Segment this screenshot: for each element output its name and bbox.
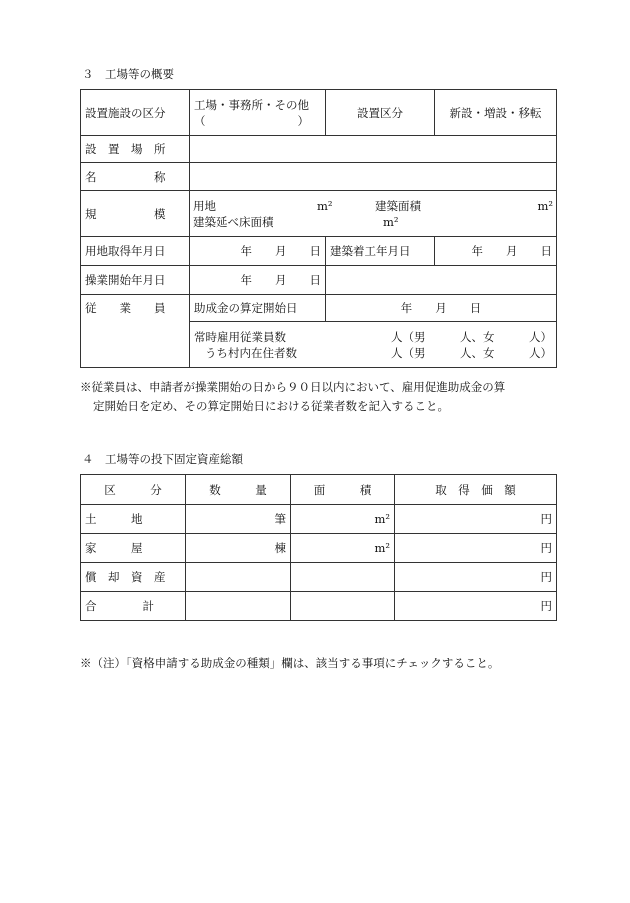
header-category: 区 分 [81, 475, 186, 505]
land-acquisition-label: 用地取得年月日 [81, 237, 190, 266]
total-area[interactable] [291, 592, 395, 621]
total-price[interactable]: 円 [395, 592, 557, 621]
total-quantity[interactable] [186, 592, 291, 621]
construction-start-label: 建築着工年月日 [326, 237, 435, 266]
depreciable-price[interactable]: 円 [395, 563, 557, 592]
table-row [81, 534, 557, 563]
resident-employees-counts: 人（男 人、女 人） [391, 345, 552, 360]
fixed-assets-table [80, 474, 557, 621]
land-quantity[interactable]: 筆 [186, 505, 291, 534]
employee-counts[interactable] [190, 322, 557, 368]
building-area[interactable]: m² [291, 534, 395, 563]
scale-field[interactable] [190, 191, 557, 237]
table-row [81, 592, 557, 621]
row-label-depreciable: 償 却 資 産 [81, 563, 186, 592]
row-label-total: 合 計 [81, 592, 186, 621]
fulltime-employees-label: 常時雇用従業員数 [194, 329, 286, 344]
depreciable-quantity[interactable] [186, 563, 291, 592]
floor-area-unit: m² [383, 214, 399, 229]
operation-start-label: 操業開始年月日 [81, 266, 190, 295]
operation-start-date[interactable]: 年 月 日 [190, 266, 326, 295]
section3-heading: ３ 工場等の概要 [82, 67, 174, 81]
facility-type-options[interactable]: 工場・事務所・その他 （ ） [190, 90, 326, 136]
table-row [81, 563, 557, 592]
land-acquisition-date[interactable]: 年 月 日 [190, 237, 326, 266]
land-area-label: 用地 [193, 198, 216, 213]
employee-note: ※従業員は、申請者が操業開始の日から９０日以内において、雇用促進助成金の算 定開始日を定め、その算定開始日における従業者数を記入すること。 [80, 380, 506, 413]
header-area: 面 積 [291, 475, 395, 505]
employees-label: 従 業 員 [81, 295, 190, 368]
header-quantity: 数 量 [186, 475, 291, 505]
building-area-unit: m² [537, 198, 553, 213]
scale-label: 規 模 [81, 191, 190, 237]
resident-employees-label: うち村内在住者数 [205, 345, 297, 360]
section4-heading: ４ 工場等の投下固定資産総額 [82, 452, 243, 466]
building-area-label: 建築面積 [375, 198, 421, 213]
installation-category-options[interactable]: 新設・増設・移転 [435, 90, 557, 136]
land-price[interactable]: 円 [395, 505, 557, 534]
name-label: 名 称 [81, 163, 190, 191]
name-field[interactable] [190, 163, 557, 191]
subsidy-start-label: 助成金の算定開始日 [190, 295, 326, 322]
row-label-building: 家 屋 [81, 534, 186, 563]
operation-start-blank [326, 266, 557, 295]
land-area-unit: m² [317, 198, 333, 213]
depreciable-area[interactable] [291, 563, 395, 592]
header-acquisition-price: 取 得 価 額 [395, 475, 557, 505]
subsidy-start-date[interactable]: 年 月 日 [326, 295, 557, 322]
facility-type-label: 設置施設の区分 [81, 90, 190, 136]
row-label-land: 土 地 [81, 505, 186, 534]
building-quantity[interactable]: 棟 [186, 534, 291, 563]
footer-note: ※（注）「資格申請する助成金の種類」欄は、該当する事項にチェックすること。 [80, 656, 500, 670]
fulltime-employees-counts: 人（男 人、女 人） [391, 329, 552, 344]
floor-area-label: 建築延べ床面積 [193, 214, 274, 229]
building-price[interactable]: 円 [395, 534, 557, 563]
location-field[interactable] [190, 136, 557, 163]
table-row [81, 505, 557, 534]
location-label: 設 置 場 所 [81, 136, 190, 163]
facility-overview-table [80, 89, 557, 368]
construction-start-date[interactable]: 年 月 日 [435, 237, 557, 266]
land-area[interactable]: m² [291, 505, 395, 534]
installation-category-label: 設置区分 [326, 90, 435, 136]
